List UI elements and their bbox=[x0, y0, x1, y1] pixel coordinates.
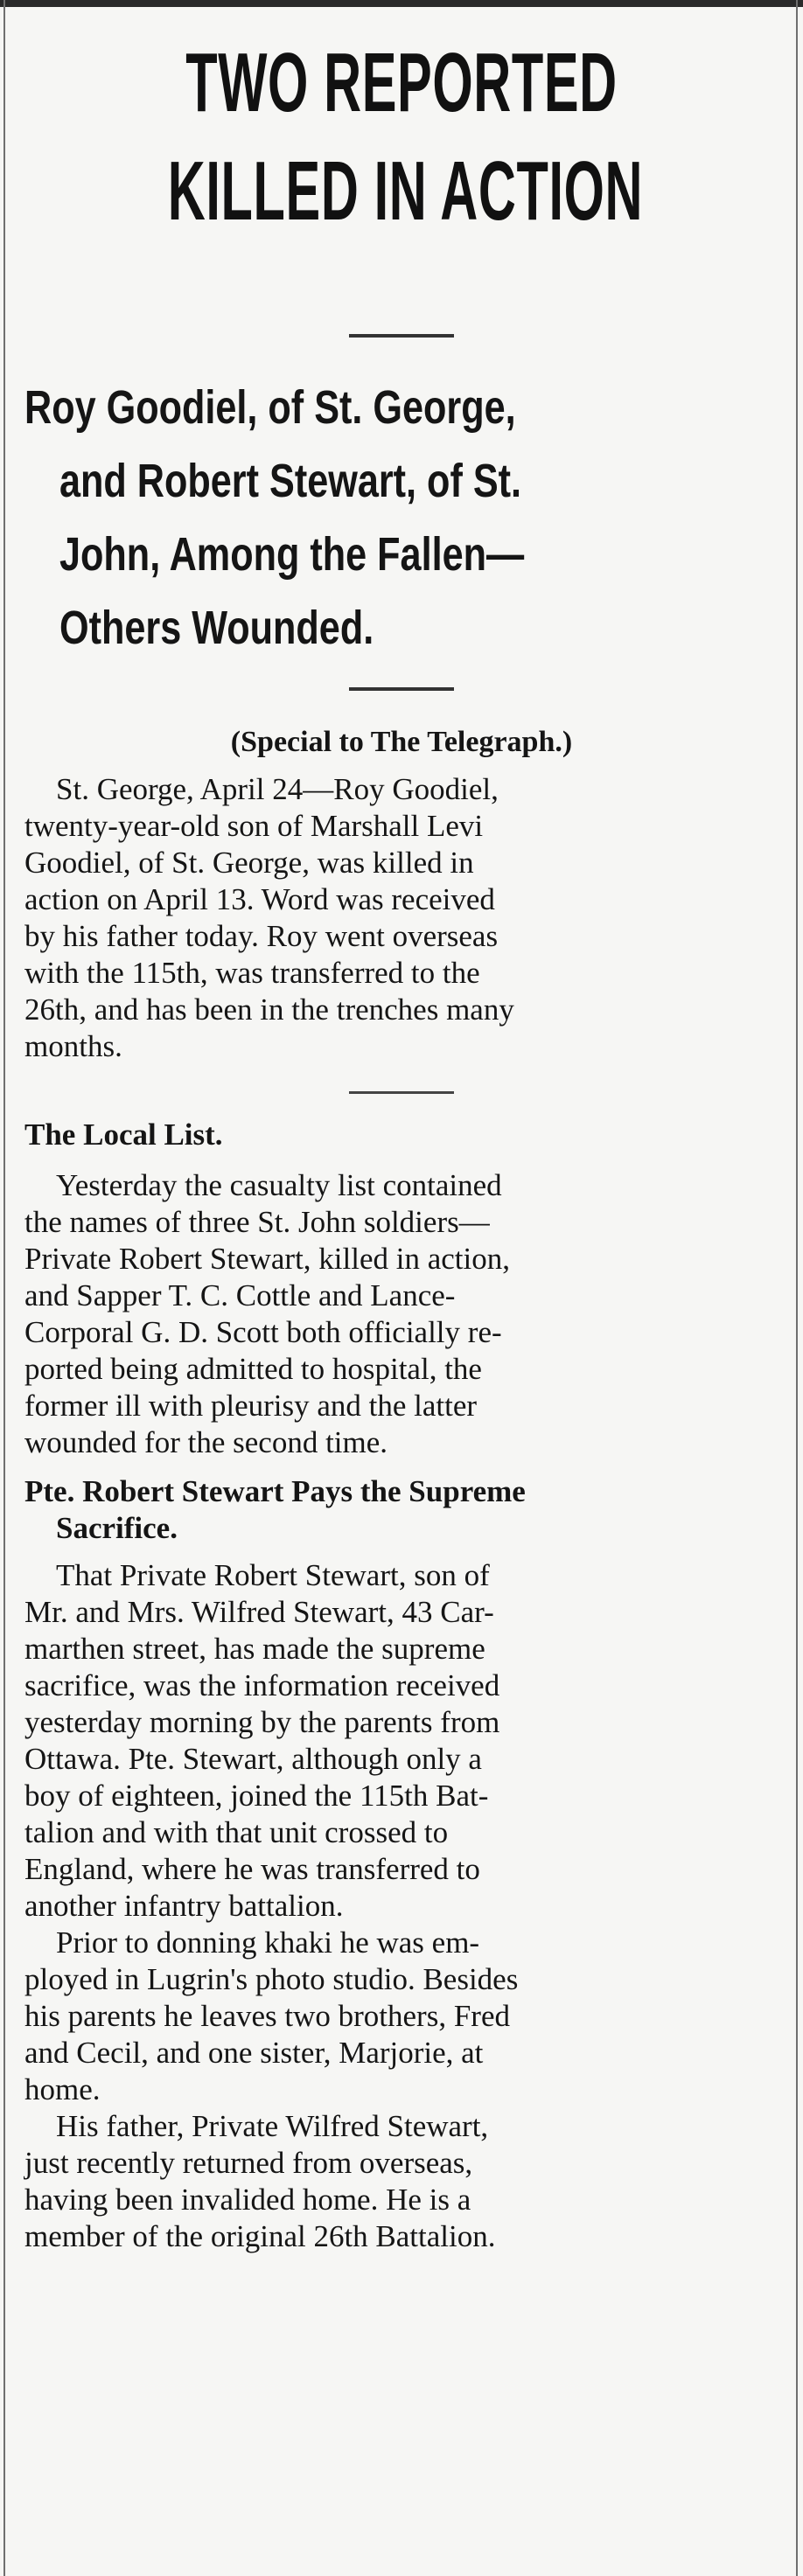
paragraph-1-line: by his father today. Roy went overseas bbox=[24, 919, 499, 953]
deck-line-4: Others Wounded. bbox=[59, 602, 374, 654]
paragraph-4-line: and Cecil, and one sister, Marjorie, at bbox=[24, 2036, 484, 2070]
paragraph-2-line: Private Robert Stewart, killed in action, bbox=[24, 1242, 511, 1276]
paragraph-4-line: ployed in Lugrin's photo studio. Besides bbox=[24, 1962, 519, 1996]
paragraph-3-line: yesterday morning by the parents from bbox=[24, 1705, 500, 1739]
paragraph-5-line: His father, Private Wilfred Stewart, bbox=[56, 2109, 489, 2143]
headline-divider bbox=[349, 334, 454, 338]
paragraph-1-line: action on April 13. Word was received bbox=[24, 882, 495, 916]
paragraph-3-line: Ottawa. Pte. Stewart, although only a bbox=[24, 1742, 482, 1776]
paragraph-3-line: England, where he was transferred to bbox=[24, 1852, 480, 1886]
deck-divider bbox=[349, 687, 454, 691]
paragraph-1-line: St. George, April 24—Roy Goodiel, bbox=[56, 772, 499, 806]
paragraph-2-line: and Sapper T. C. Cottle and Lance- bbox=[24, 1278, 456, 1312]
subhead-local-list: The Local List. bbox=[24, 1117, 223, 1152]
subhead-supreme-sacrifice bbox=[24, 1473, 779, 1547]
paragraph-4 bbox=[24, 1925, 779, 2108]
deck-line-2: and Robert Stewart, of St. bbox=[59, 455, 522, 507]
paragraph-3-line: talion and with that unit crossed to bbox=[24, 1815, 449, 1849]
paragraph-3-line: Mr. and Mrs. Wilfred Stewart, 43 Car- bbox=[24, 1595, 494, 1629]
paragraph-5-line: having been invalided home. He is a bbox=[24, 2183, 471, 2217]
section-divider bbox=[349, 1091, 454, 1094]
paragraph-1 bbox=[24, 771, 779, 1065]
paragraph-3-line: sacrifice, was the information received bbox=[24, 1668, 500, 1702]
deck-line-3: John, Among the Fallen— bbox=[59, 528, 525, 581]
paragraph-2-line: Corporal G. D. Scott both officially re- bbox=[24, 1315, 502, 1349]
paragraph-5-line: member of the original 26th Battalion. bbox=[24, 2219, 496, 2253]
paragraph-1-line: Goodiel, of St. George, was killed in bbox=[24, 846, 474, 880]
deck-line-1: Roy Goodiel, of St. George, bbox=[24, 381, 516, 434]
paragraph-4-line: Prior to donning khaki he was em- bbox=[56, 1925, 480, 1960]
article bbox=[24, 0, 779, 2255]
paragraph-5 bbox=[24, 2108, 779, 2255]
paragraph-4-line: his parents he leaves two brothers, Fred bbox=[24, 1999, 510, 2033]
headline-line-1: TWO REPORTED bbox=[185, 36, 618, 129]
left-column-rule bbox=[3, 0, 5, 2576]
paragraph-2-line: Yesterday the casualty list contained bbox=[56, 1168, 502, 1202]
paragraph-3-line: marthen street, has made the supreme bbox=[24, 1632, 485, 1666]
paragraph-3-line: another infantry battalion. bbox=[24, 1889, 344, 1923]
subhead-line: Pte. Robert Stewart Pays the Supreme bbox=[24, 1474, 526, 1508]
paragraph-5-line: just recently returned from overseas, bbox=[24, 2146, 473, 2180]
paragraph-3-line: That Private Robert Stewart, son of bbox=[56, 1558, 490, 1592]
right-column-rule bbox=[796, 0, 798, 2576]
paragraph-1-line: with the 115th, was transferred to the bbox=[24, 956, 480, 990]
paragraph-2-line: wounded for the second time. bbox=[24, 1425, 388, 1459]
paragraph-2-line: former ill with pleurisy and the latter bbox=[24, 1389, 478, 1423]
paragraph-1-line: 26th, and has been in the trenches many bbox=[24, 992, 514, 1027]
headline bbox=[24, 31, 779, 357]
credit-line: (Special to The Telegraph.) bbox=[230, 726, 573, 758]
subhead-line: Sacrifice. bbox=[56, 1511, 178, 1545]
paragraph-2-line: ported being admitted to hospital, the bbox=[24, 1352, 482, 1386]
paragraph-1-line: twenty-year-old son of Marshall Levi bbox=[24, 809, 484, 843]
paragraph-3-line: boy of eighteen, joined the 115th Bat- bbox=[24, 1779, 489, 1813]
paragraph-1-line: months. bbox=[24, 1029, 122, 1063]
deck-subheadline bbox=[24, 371, 773, 665]
headline-line-2: KILLED IN ACTION bbox=[167, 144, 644, 238]
paragraph-2-line: the names of three St. John soldiers— bbox=[24, 1205, 490, 1239]
paragraph-3 bbox=[24, 1557, 779, 1925]
paragraph-4-line: home. bbox=[24, 2072, 101, 2106]
paragraph-2 bbox=[24, 1167, 779, 1461]
